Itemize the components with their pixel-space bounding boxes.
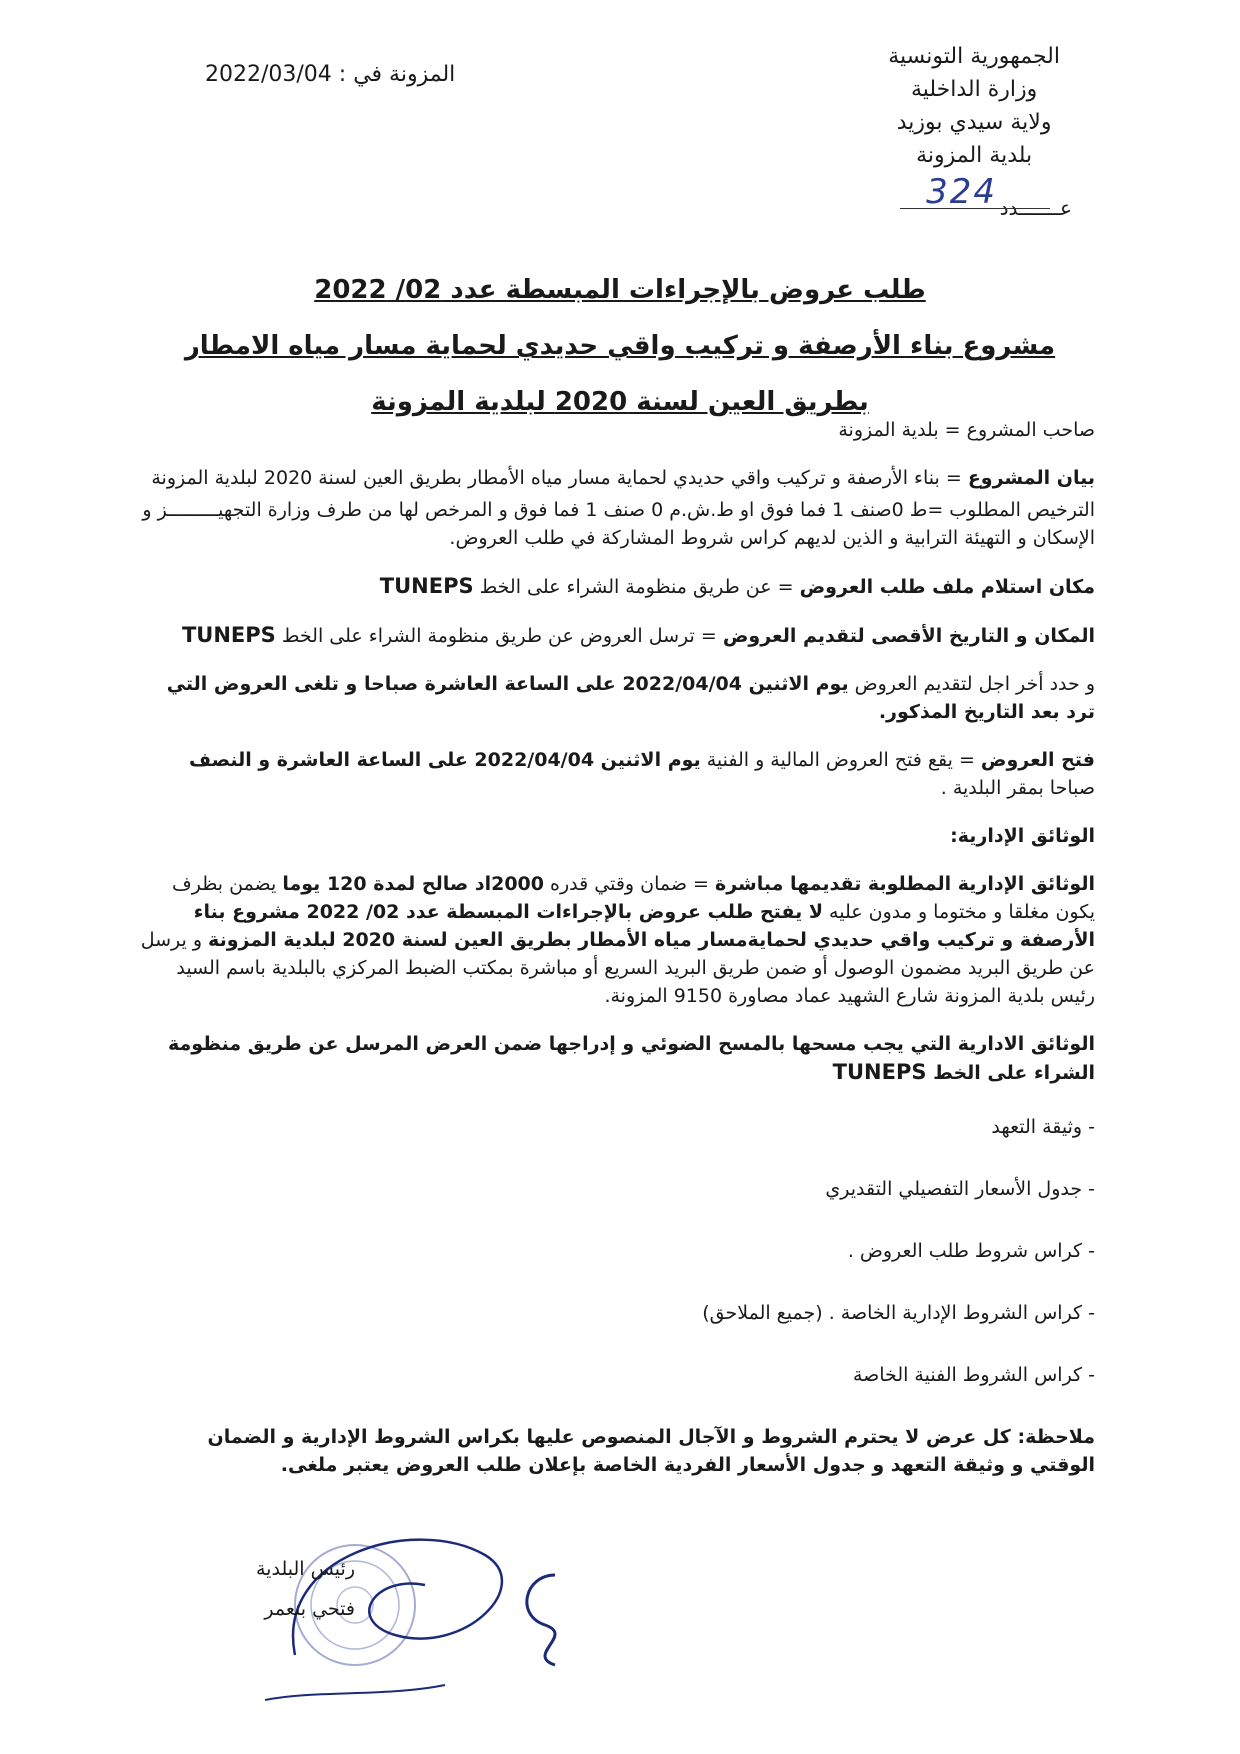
ministry-name: وزارة الداخلية [910, 77, 1038, 102]
letterhead [888, 40, 1060, 172]
admin-docs-heading: الوثائق الإدارية: [950, 825, 1095, 847]
tuneps-label: TUNEPS [181, 623, 276, 647]
document-titles [0, 262, 1240, 430]
tuneps-label: TUNEPS [379, 574, 474, 598]
list-item: - كراس الشروط الإدارية الخاصة . (جميع الملاحق) [702, 1302, 1095, 1324]
list-item: - كراس شروط طلب العروض . [847, 1240, 1095, 1262]
scanned-docs: الوثائق الادارية التي يجب مسحها بالمسح الضوئي و إدراجها ضمن العرض المرسل عن طريق منظومة الشراء على الخط TUNEPS [167, 1033, 1095, 1084]
title-line-2: مشروع بناء الأرصفة و تركيب واقي حديدي لحماية مسار مياه الامطار [184, 331, 1056, 361]
reference-handwritten-number: 324 [926, 172, 997, 212]
signature-underline [265, 1685, 445, 1700]
municipality-name: بلدية المزونة [916, 143, 1033, 168]
list-item: - وثيقة التعهد [991, 1116, 1095, 1138]
required-documents-list [140, 1113, 1095, 1389]
project-description: بيان المشروع = بناء الأرصفة و تركيب واقي حديدي لحماية مسار مياه الأمطار بطريق العين لسنة 2020 لبلدية المزونة [151, 467, 1095, 489]
tuneps-label: TUNEPS [832, 1060, 927, 1084]
file-receipt-place: مكان استلام ملف طلب العروض = عن طريق منظومة الشراء على الخط TUNEPS [379, 574, 1095, 598]
reference-label: عـــــــدد [999, 196, 1072, 220]
signatory-title: رئيس البلدية [256, 1558, 355, 1580]
date-line: المزونة في : 2022/03/04 [205, 62, 456, 87]
submission-deadline: المكان و التاريخ الأقصى لتقديم العروض = ترسل العروض عن طريق منظومة الشراء على الخط TUNEPS [181, 623, 1095, 647]
signature-initial [527, 1575, 555, 1665]
deadline-details: و حدد أخر اجل لتقديم العروض يوم الاثنين 2022/04/04 على الساعة العاشرة صباحا و تلغى العروض التي ترد بعد التاريخ المذكور. [166, 673, 1095, 723]
list-item: - كراس الشروط الفنية الخاصة [852, 1364, 1095, 1386]
governorate-name: ولاية سيدي بوزيد [896, 110, 1052, 135]
signature-block [205, 1549, 355, 1629]
note: ملاحظة: كل عرض لا يحترم الشروط و الآجال المنصوص عليها بكراس الشروط الإدارية و الضمان الوقتي و وثيقة التعهد و جدول الأسعار الفردية الخاصة بإعلان طلب العروض يعتبر ملغى. [207, 1426, 1095, 1476]
list-item: - جدول الأسعار التفصيلي التقديري [825, 1178, 1095, 1200]
title-line-3: بطريق العين لسنة 2020 لبلدية المزونة [371, 387, 869, 417]
title-line-1: طلب عروض بالإجراءات المبسطة عدد 02/ 2022 [314, 275, 926, 305]
project-owner: صاحب المشروع = بلدية المزونة [838, 419, 1095, 441]
country-name: الجمهورية التونسية [888, 44, 1060, 69]
admin-docs-required: الوثائق الإدارية المطلوبة تقديمها مباشرة = ضمان وقتي قدره 2000اد صالح لمدة 120 يوما يضمن بظرف يكون مغلقا و مختوما و مدون عليه لا يفتح طلب عروض بالإجراءات المبسطة عدد 02/ 2022 مشروع بناء الأرصفة و تركيب واقي حديدي لحمايةمسار مياه الأمطار بطريق العين لسنة 2020 لبلدية المزونة و يرسل عن طريق البريد مضمون الوصول أو ضمن طريق البريد السريع أو مباشرة بمكتب الضبط المركزي بالبلدية باسم السيد رئيس بلدية المزونة شارع الشهيد عماد مصاورة 9150 المزونة. [140, 873, 1095, 1007]
document-body [140, 416, 1095, 1499]
reference-number [926, 172, 1072, 220]
signatory-name: فتحي بنعمر [264, 1598, 355, 1620]
bid-opening: فتح العروض = يقع فتح العروض المالية و الفنية يوم الاثنين 2022/04/04 على الساعة العاشرة و النصف صباحا بمقر البلدية . [188, 749, 1095, 799]
required-license: الترخيص المطلوب =ط 0صنف 1 فما فوق او ط.ش.م 0 صنف 1 فما فوق و المرخص لها من طرف وزارة التجهيـــــــــز و الإسكان و التهيئة الترابية و الذين لديهم كراس شروط المشاركة في طلب العروض. [142, 499, 1095, 549]
